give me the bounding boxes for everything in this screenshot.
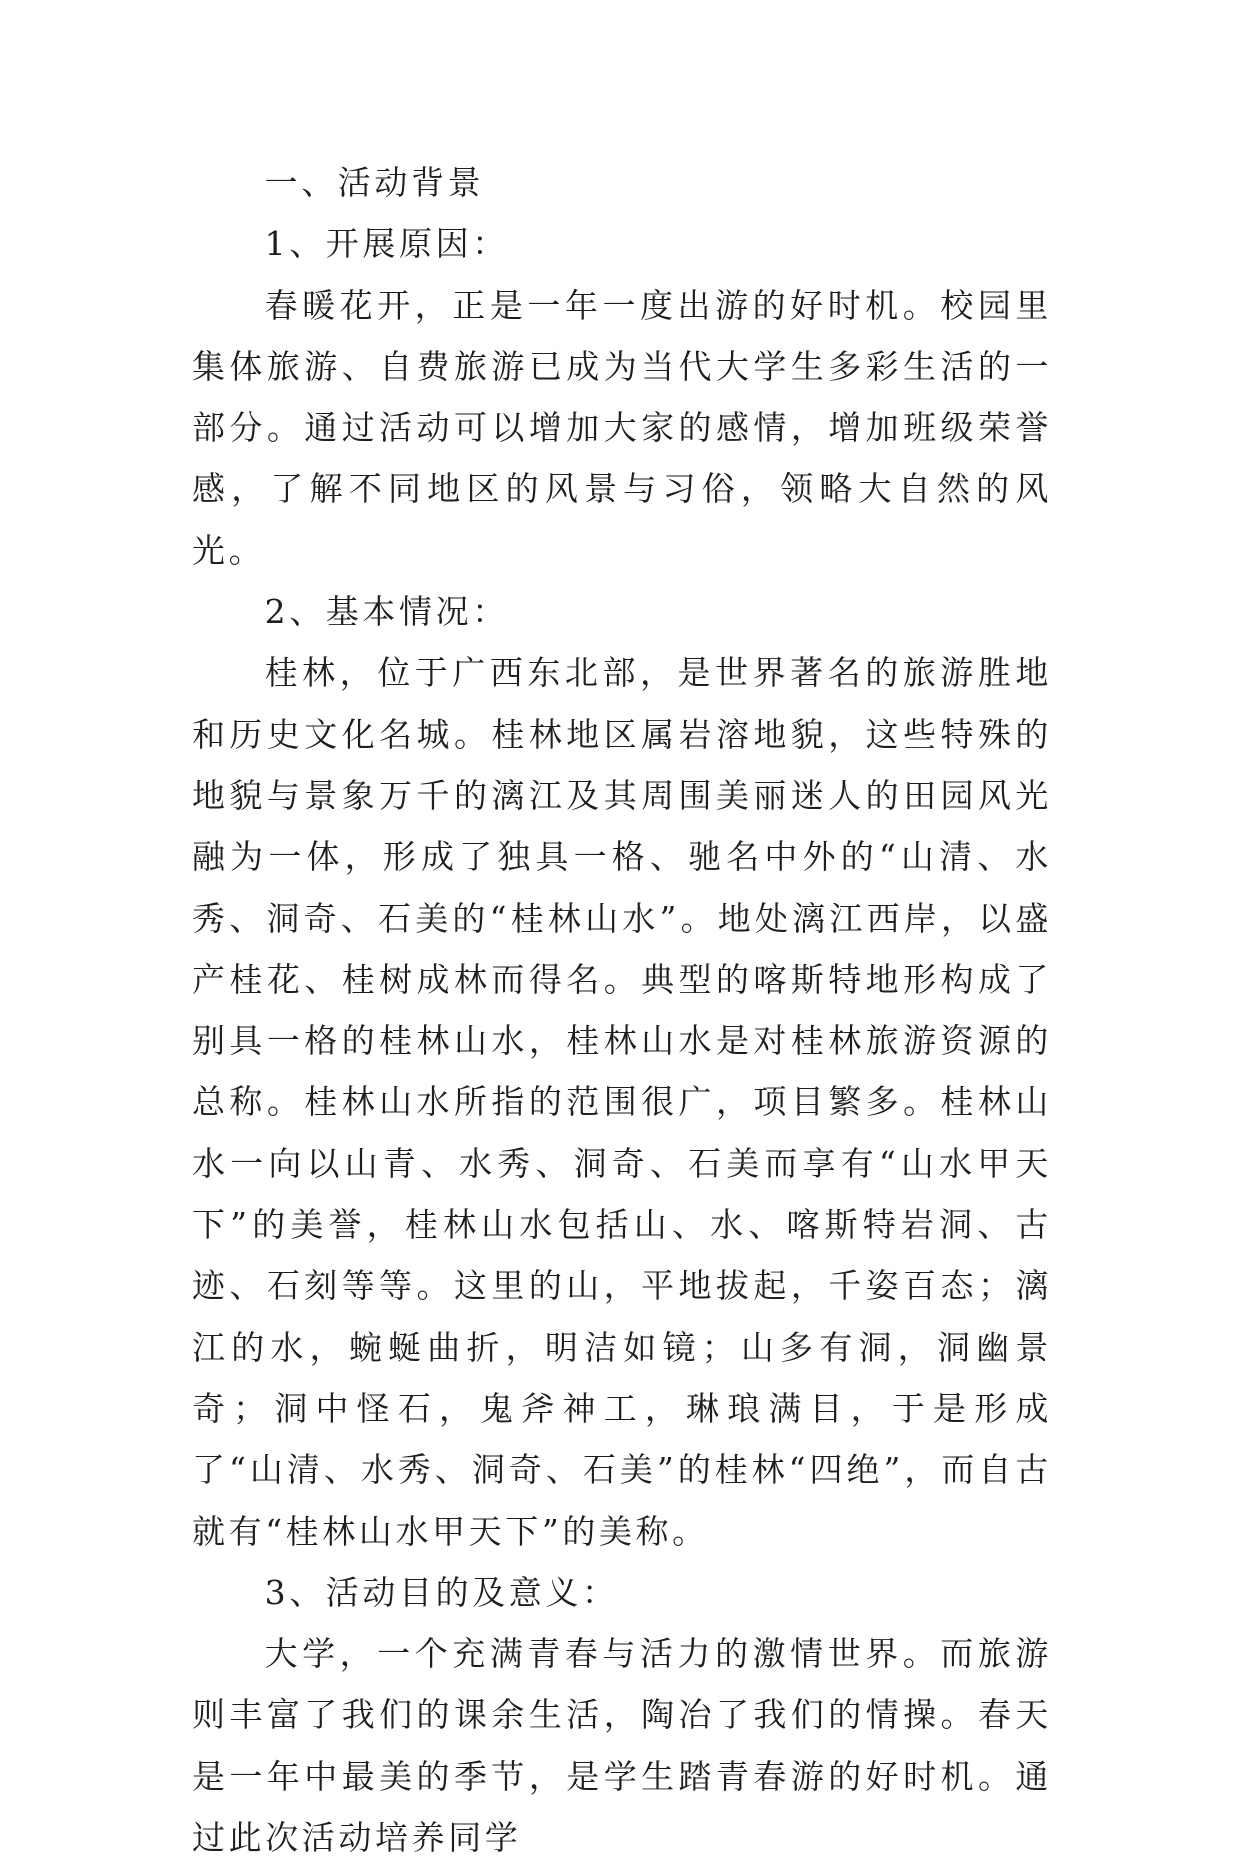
document-body <box>192 152 1052 1868</box>
subheading-basic-situation: 2、基本情况： <box>264 592 509 632</box>
paragraph-guilin: 桂林，位于广西东北部，是世界著名的旅游胜地和历史文化名城。桂林地区属岩溶地貌，这些特殊的地貌与景象万千的漓江及其周围美丽迷人的田园风光融为一体，形成了独具一格、驰名中外的“山清、水秀、洞奇、石美的“桂林山水”。地处漓江西岸，以盛产桂花、桂树成林而得名。典型的喀斯特地形构成了别具一格的桂林山水，桂林山水是对桂林旅游资源的总称。桂林山水所指的范围很广，项目繁多。桂林山水一向以山青、水秀、洞奇、石美而享有“山水甲天下”的美誉，桂林山水包括山、水、喀斯特岩洞、古迹、石刻等等。这里的山，平地拔起，千姿百态；漓江的水，蜿蜒曲折，明洁如镜；山多有洞，洞幽景奇；洞中怪石，鬼斧神工，琳琅满目，于是形成了“山清、水秀、洞奇、石美”的桂林“四绝”，而自古就有“桂林山水甲天下”的美称。 <box>192 653 1052 1551</box>
subheading-reasons: 1、开展原因： <box>264 224 509 264</box>
section-heading-background: 一、活动背景 <box>264 163 485 202</box>
subheading-purpose: 3、活动目的及意义： <box>264 1572 619 1612</box>
paragraph-reasons: 春暖花开，正是一年一度出游的好时机。校园里集体旅游、自费旅游已成为当代大学生多彩生活的一部分。通过活动可以增加大家的感情，增加班级荣誉感，了解不同地区的风景与习俗，领略大自然的风光。 <box>192 285 1052 570</box>
paragraph-purpose: 大学，一个充满青春与活力的激情世界。而旅游则丰富了我们的课余生活，陶冶了我们的情操。春天是一年中最美的季节，是学生踏青春游的好时机。通过此次活动培养同学 <box>192 1634 1052 1858</box>
